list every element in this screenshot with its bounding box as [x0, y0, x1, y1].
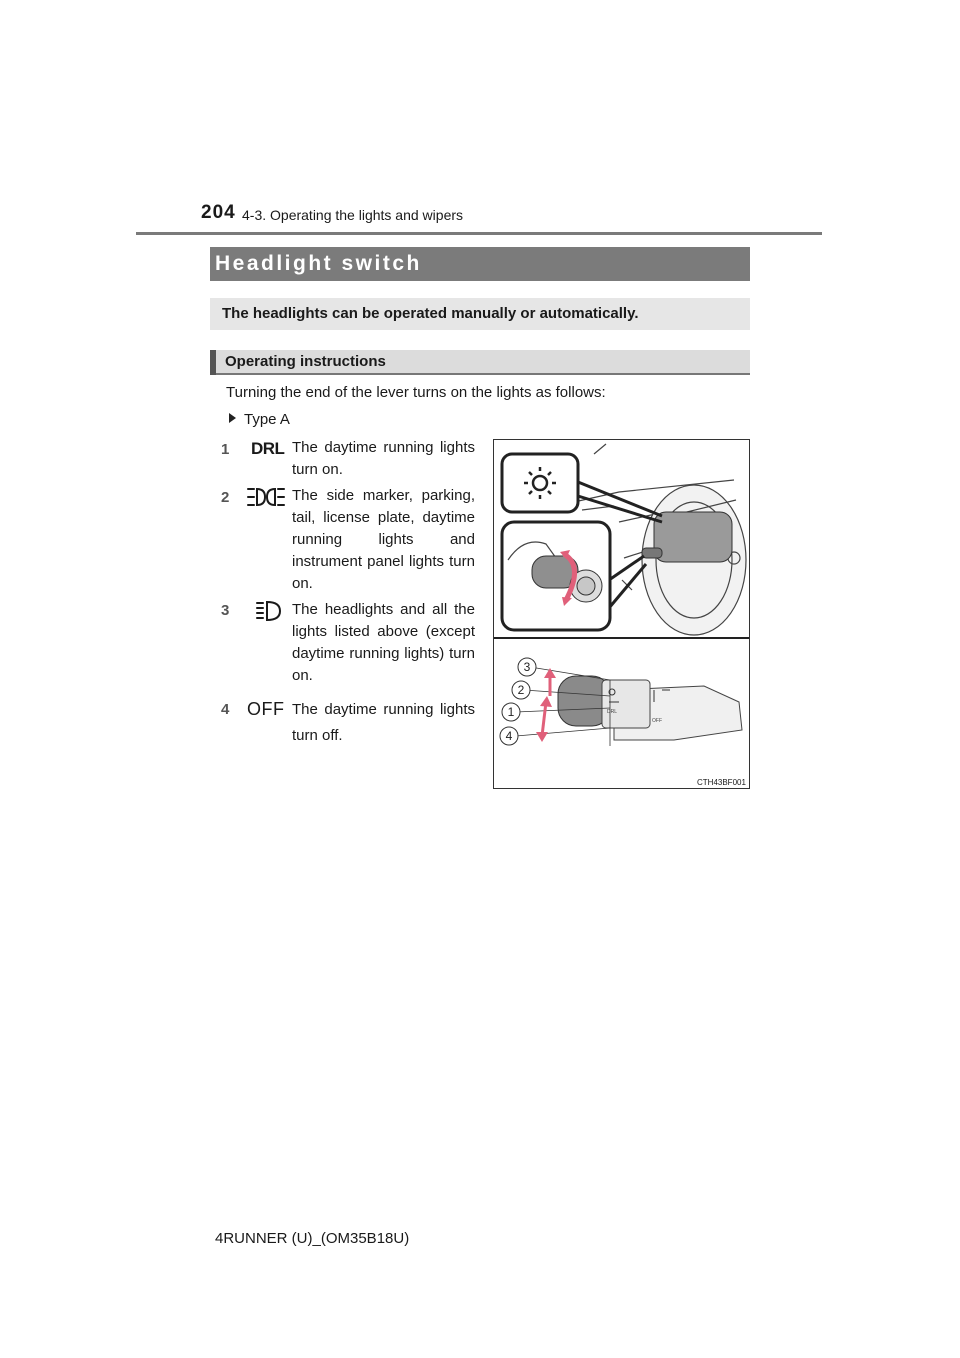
- subsection-title: Operating instructions: [225, 353, 386, 370]
- type-label: [229, 411, 290, 428]
- step-number-3: 3: [221, 602, 230, 619]
- lever-label-off: OFF: [652, 718, 662, 724]
- headlight-switch-figure: [493, 439, 750, 789]
- step-description-3: The headlights and all the lights listed above (except daytime running lights) turn on.: [292, 601, 475, 684]
- step-number-2: 2: [221, 489, 230, 506]
- side-marker-lights-icon: [246, 486, 286, 508]
- triangle-bullet-icon: [229, 413, 236, 423]
- callout-2: 2: [517, 683, 525, 697]
- page-title: Headlight switch: [215, 252, 422, 275]
- figure-code: CTH43BF001: [697, 778, 746, 787]
- callout-4: 4: [505, 729, 513, 743]
- step-description-1: The daytime running lights turn on.: [292, 439, 475, 478]
- step-number-4: 4: [221, 701, 230, 718]
- headlight-switch-illustration: [494, 440, 749, 788]
- off-icon: OFF: [247, 699, 285, 719]
- step-description-4: The daytime running lights turn off.: [292, 701, 475, 744]
- intro-text: Turning the end of the lever turns on the lights as follows:: [226, 384, 606, 401]
- header-divider: [136, 232, 822, 235]
- step-number-1: 1: [221, 441, 230, 458]
- callout-3: 3: [523, 660, 531, 674]
- section-label: 4-3. Operating the lights and wipers: [242, 207, 464, 223]
- subsection-accent: [210, 350, 216, 375]
- step-description-2: The side marker, parking, tail, license plate, daytime running lights and instrument panel lights turn on.: [292, 487, 475, 592]
- headlight-icon: [256, 600, 282, 622]
- lever-label-drl: DRL: [607, 709, 618, 715]
- callout-1: 1: [507, 705, 515, 719]
- page-number: 204: [201, 202, 236, 223]
- footer-model: 4RUNNER (U)_(OM35B18U): [215, 1230, 410, 1247]
- drl-icon: DRL: [251, 439, 285, 458]
- summary-text: The headlights can be operated manually or automatically.: [222, 305, 639, 322]
- type-label-text: Type A: [244, 411, 290, 428]
